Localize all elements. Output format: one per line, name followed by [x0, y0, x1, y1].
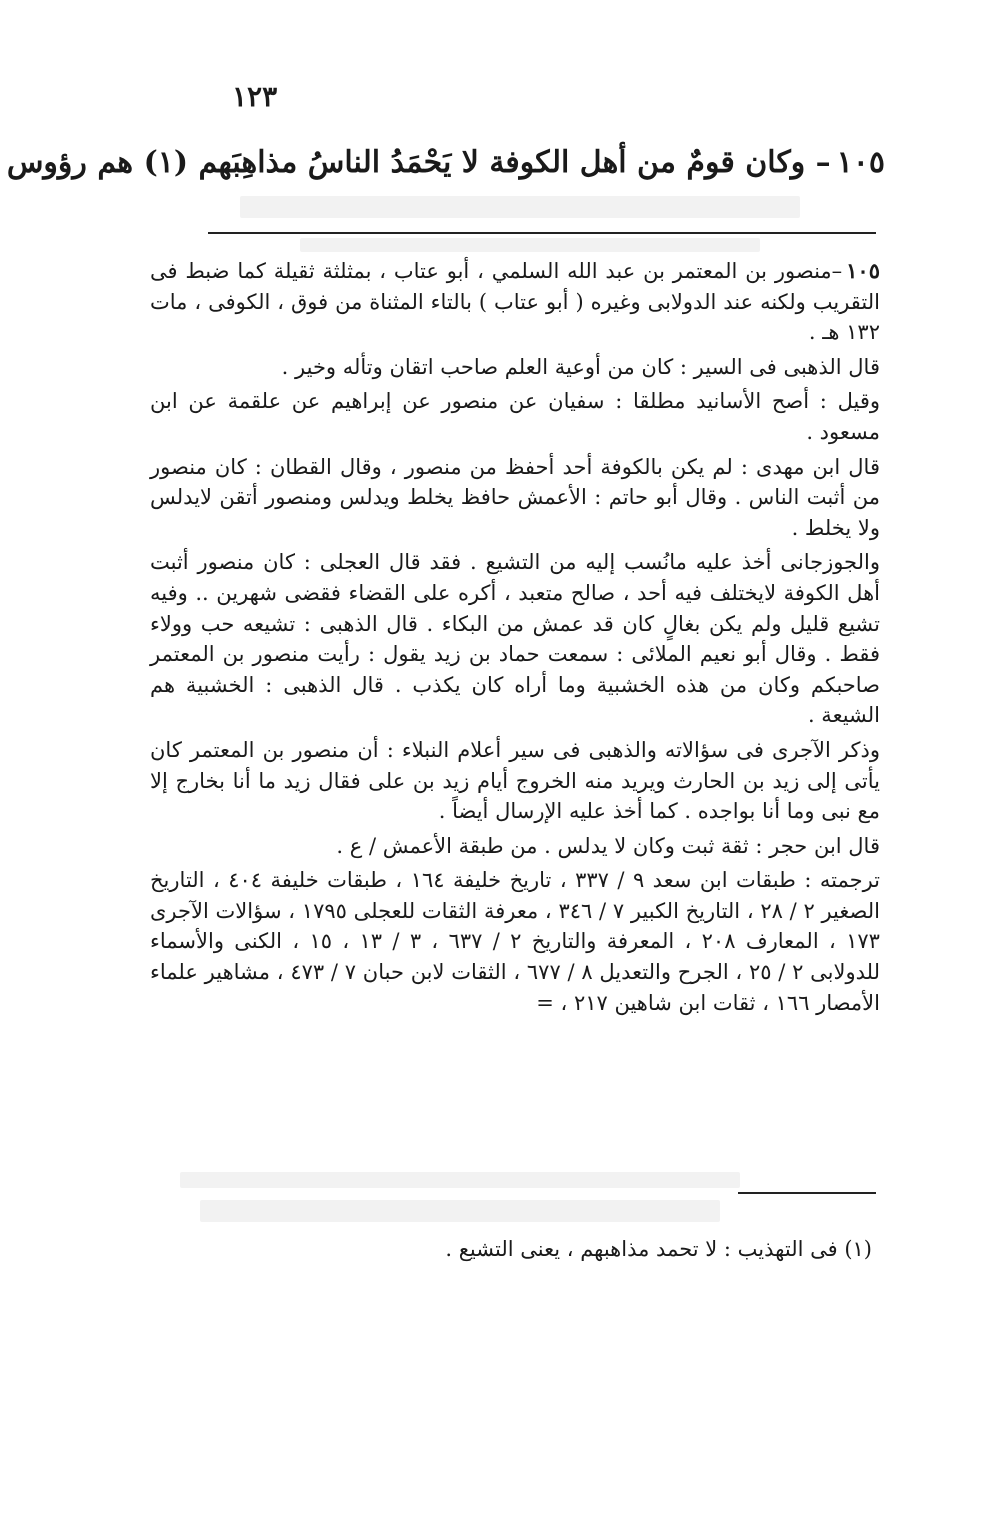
note-paragraph: ١٠٥–منصور بن المعتمر بن عبد الله السلمي ، أبو عتاب ، بمثلثة ثقيلة كما ضبط فى التقريب ولكنه عند الدولابى وغيره ( أبو عتاب ) بالتاء المثناة من فوق ، الكوفى ، مات ١٣٢ هـ .: [150, 258, 880, 345]
page-number: ١٢٣: [232, 80, 278, 113]
main-text-number: ١٠٥: [836, 145, 885, 180]
footnote-rule: [738, 1192, 876, 1194]
note-paragraph: قال ابن حجر : ثقة ثبت وكان لا يدلس . من طبقة الأعمش / ع .: [336, 833, 880, 858]
note-paragraph: قال ابن مهدى : لم يكن بالكوفة أحد أحفظ من منصور ، وقال القطان : كان منصور من أثبت الناس . وقال أبو حاتم : الأعمش حافظ يخلط ويدلس ومنصور أتقن لايدلس ولا يخلط .: [150, 454, 880, 540]
note-paragraph: والجوزجانى أخذ عليه مانُسب إليه من التشيع . فقد قال العجلى : كان منصور أثبت أهل الكوفة لايختلف فيه أحد ، صالح متعبد ، أكره على القضاء فقضى شهرين .. وفيه تشيع قليل ولم يكن بغالٍ كان قد عمش من البكاء . قال الذهبى : تشيعه حب وولاء فقط . وقال أبو نعيم الملائى : سمعت حماد بن زيد يقول : رأيت منصور بن المعتمر صاحبكم وكان من هذه الخشبية وما أراه كان يكذب . قال الذهبى : الخشبية هم الشيعة .: [150, 550, 880, 728]
main-text-line: [6, 142, 885, 184]
scan-bleedthrough: [180, 1172, 740, 1188]
note-entry-number: ١٠٥: [846, 258, 880, 283]
note-paragraph: ترجمته : طبقات ابن سعد ٩ / ٣٣٧ ، تاريخ خليفة ١٦٤ ، طبقات خليفة ٤٠٤ ، التاريخ الصغير ٢ / ٢٨ ، التاريخ الكبير ٧ / ٣٤٦ ، معرفة الثقات للعجلى ١٧٩٥ ، سؤالات الآجرى ١٧٣ ، المعارف ٢٠٨ ، المعرفة والتاريخ ٢ / ٦٣٧ ، ٣ / ١٣ ، ١٥ ، الكنى والأسماء للدولابى ٢ / ٢٥ ، الجرح والتعديل ٨ / ٦٧٧ ، الثقات لابن حبان ٧ / ٤٧٣ ، مشاهير علماء الأمصار ١٦٦ ، ثقات ابن شاهين ٢١٧ ، =: [150, 868, 881, 1015]
scan-bleedthrough: [300, 238, 760, 252]
biographical-note: [150, 256, 880, 1171]
scan-bleedthrough: [200, 1200, 720, 1222]
scan-bleedthrough: [240, 196, 800, 218]
note-paragraph: وقيل : أصح الأسانيد مطلقا : سفيان عن منصور عن إبراهيم عن علقمة عن ابن مسعود .: [150, 389, 880, 444]
main-text: – وكان قومٌ من أهل الكوفة لا يَحْمَدُ الناسُ مذاهِبَهم (١) هم رؤوس: [6, 145, 831, 180]
footnote: (١) فى التهذيب : لا تحمد مذاهبهم ، يعنى التشيع .: [445, 1237, 872, 1261]
separator-rule: [208, 232, 876, 234]
note-paragraph: وذكر الآجرى فى سؤالاته والذهبى فى سير أعلام النبلاء : أن منصور بن المعتمر كان يأتى إلى زيد بن الحارث ويريد منه الخروج أيام زيد بن على فقال زيد ما أنا بخارج إلا مع نبى وما أنا بواجده . كما أخذ عليه الإرسال أيضاً .: [150, 737, 880, 824]
note-paragraph: قال الذهبى فى السير : كان من أوعية العلم صاحب اتقان وتأله وخير .: [281, 354, 880, 379]
